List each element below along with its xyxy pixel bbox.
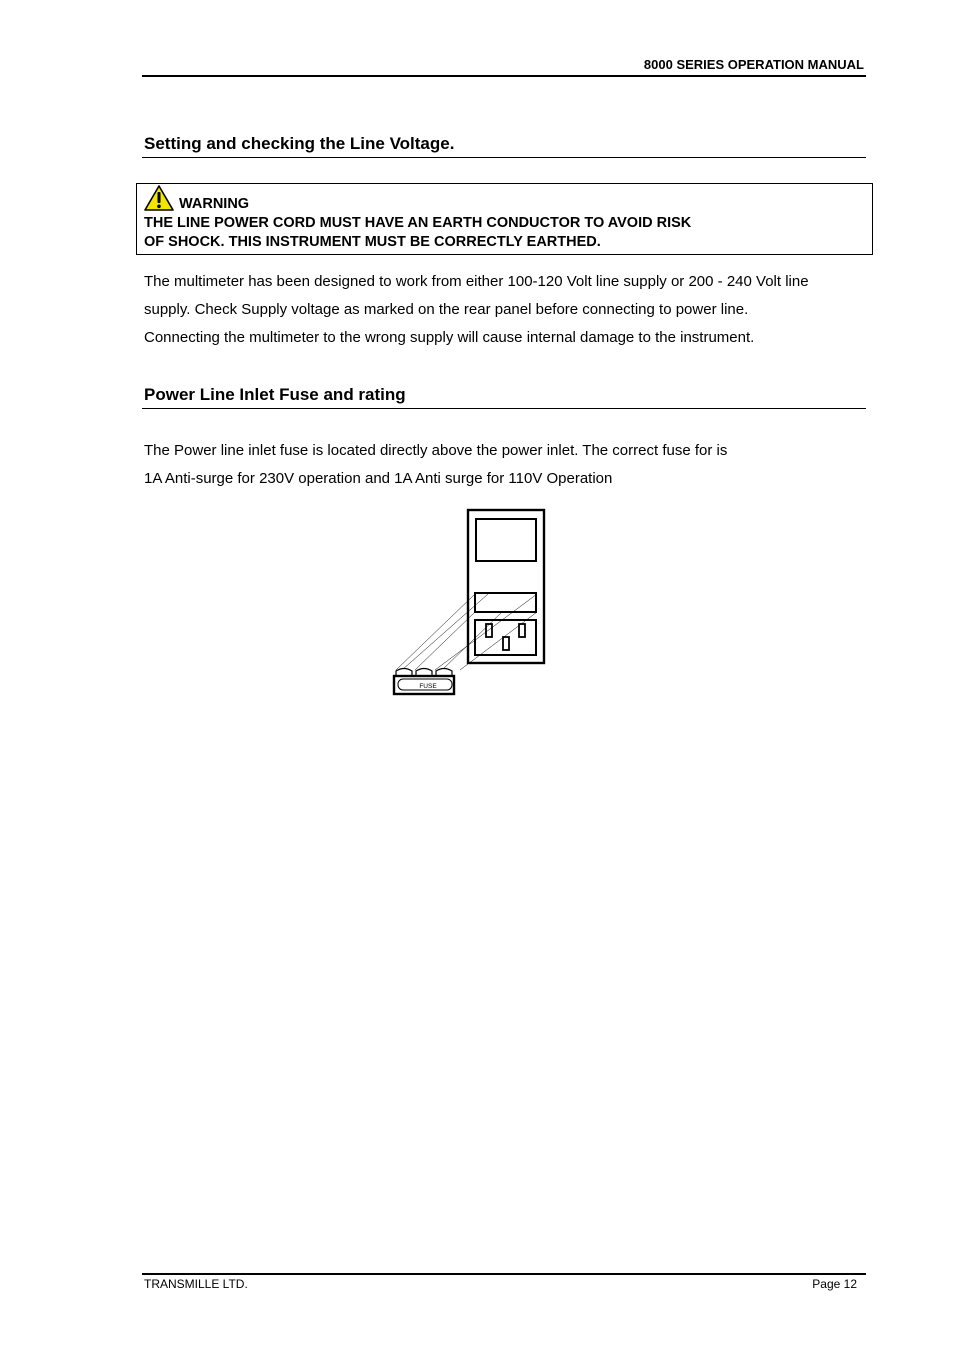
power-inlet-fuse-diagram: [380, 500, 560, 705]
paragraph-line: Connecting the multimeter to the wrong supply will cause internal damage to the instrument.: [144, 329, 755, 346]
paragraph-line: The Power line inlet fuse is located directly above the power inlet. The correct fuse for is: [144, 442, 728, 459]
header-title: 8000 SERIES OPERATION MANUAL: [643, 57, 864, 72]
section-heading-fuse: Power Line Inlet Fuse and rating: [144, 385, 406, 404]
section-rule: [142, 408, 866, 409]
warning-triangle-icon: [143, 184, 175, 217]
footer-company: TRANSMILLE LTD.: [144, 1277, 248, 1291]
warning-label: WARNING: [179, 196, 250, 212]
paragraph-line: 1A Anti-surge for 230V operation and 1A Anti surge for 110V Operation: [144, 470, 613, 487]
footer-page-number: Page 12: [812, 1277, 857, 1291]
paragraph-line: supply. Check Supply voltage as marked on the rear panel before connecting to power line.: [144, 301, 749, 318]
paragraph-line: The multimeter has been designed to work from either 100-120 Volt line supply or 200 - 240 Volt line: [144, 273, 809, 290]
warning-text-line: THE LINE POWER CORD MUST HAVE AN EARTH CONDUCTOR TO AVOID RISK: [144, 215, 692, 231]
header-rule: [142, 75, 866, 77]
warning-text-line: OF SHOCK. THIS INSTRUMENT MUST BE CORRECTLY EARTHED.: [144, 234, 601, 250]
fuse-label: FUSE: [419, 683, 437, 690]
footer-rule: [142, 1273, 866, 1275]
section-heading-line-voltage: Setting and checking the Line Voltage.: [144, 134, 455, 153]
section-rule: [142, 157, 866, 158]
